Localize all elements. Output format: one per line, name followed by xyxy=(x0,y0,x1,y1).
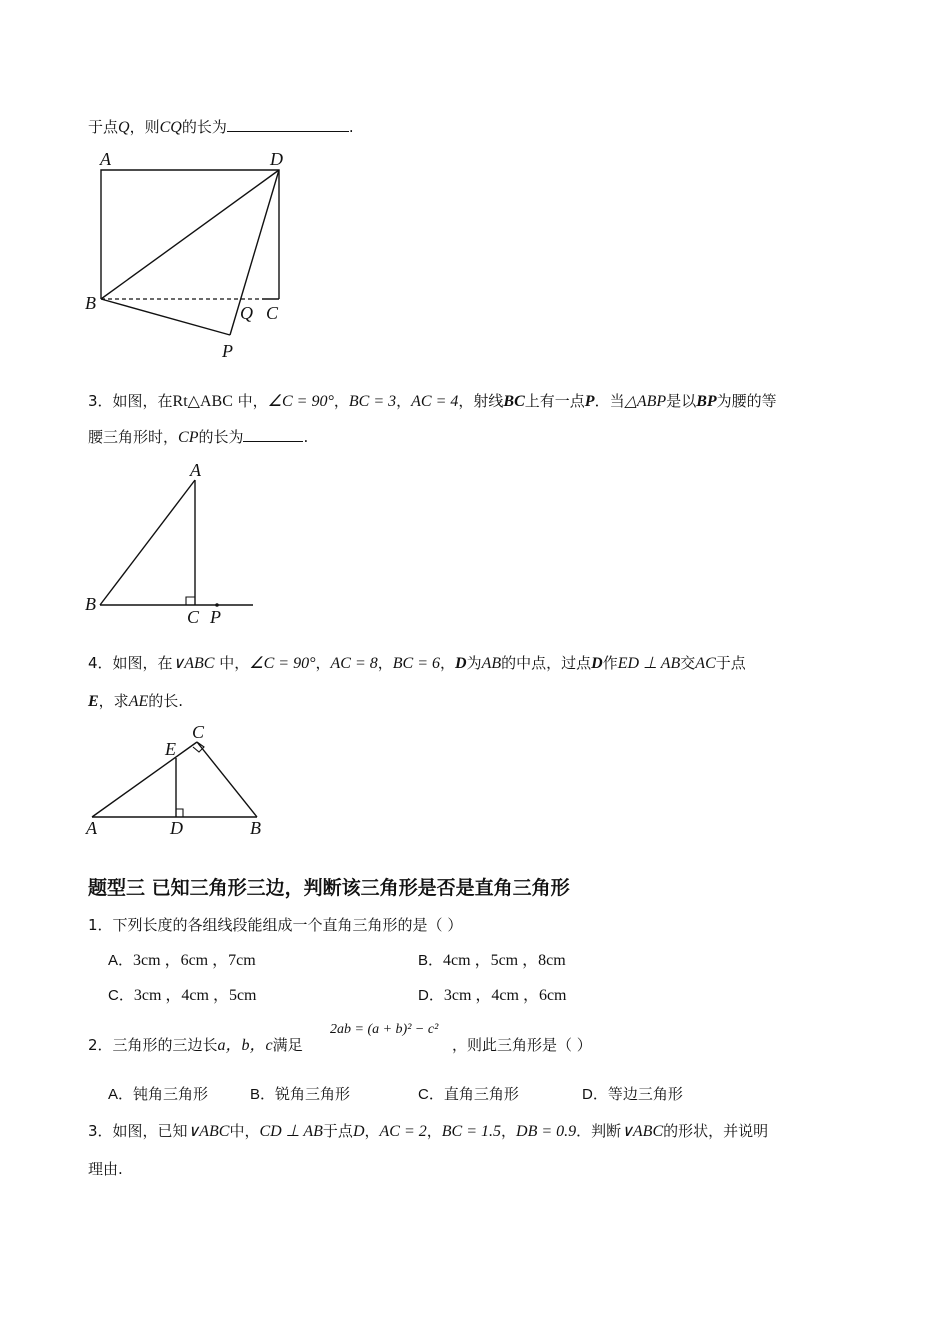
label-p: P xyxy=(210,607,221,627)
s3-line2: 理由. xyxy=(88,1160,123,1178)
label-e: E xyxy=(165,739,176,759)
figure-rectangle-fold xyxy=(80,145,300,365)
label-q: Q xyxy=(240,303,253,323)
section-heading: 题型三 已知三角形三边，判断该三角形是否是直角三角形 xyxy=(88,877,570,899)
label-b: B xyxy=(85,293,96,313)
s2-option-a[interactable]: A．钝角三角形 xyxy=(108,1085,209,1103)
q3-line1: 3．如图，在Rt△ABC 中，∠C = 90°，BC = 3，AC = 4，射线BC上有一点P．当△ABP是以BP为腰的等 xyxy=(88,392,777,410)
label-c: C xyxy=(266,303,279,323)
q4-line2: E，求AE的长. xyxy=(88,692,184,710)
figure-right-triangle-ray xyxy=(80,458,270,628)
answer-blank[interactable] xyxy=(243,427,303,442)
s3-line1: 3．如图，已知∨ABC中，CD ⊥ AB于点D，AC = 2，BC = 1.5，DB = 0.9．判断∨ABC的形状，并说明 xyxy=(88,1122,769,1140)
label-d: D xyxy=(270,149,283,169)
point-q: Q xyxy=(118,119,130,136)
label-a: A xyxy=(86,818,97,838)
q3-line2: 腰三角形时，CP的长为 . xyxy=(88,428,309,446)
s1-stem: 1．下列长度的各组线段能组成一个直角三角形的是（ ） xyxy=(88,916,463,934)
s2-formula: 2ab = (a + b)² − c² xyxy=(330,1022,439,1037)
label-d: D xyxy=(170,818,183,838)
label-b: B xyxy=(85,594,96,614)
answer-blank[interactable] xyxy=(227,117,349,132)
q4-line1: 4．如图，在∨ABC 中，∠C = 90°，AC = 8，BC = 6，D为AB的中点，过点D作ED ⊥ AB交AC于点 xyxy=(88,654,746,672)
s2-option-d[interactable]: D．等边三角形 xyxy=(582,1085,683,1103)
label-p: P xyxy=(222,341,233,361)
s1-option-d[interactable]: D．3cm ，4cm ，6cm xyxy=(418,987,567,1004)
label-b: B xyxy=(250,818,261,838)
s2-option-c[interactable]: C．直角三角形 xyxy=(418,1085,519,1103)
s2-option-b[interactable]: B．锐角三角形 xyxy=(250,1085,351,1103)
figure-triangle-perpendicular xyxy=(80,720,280,840)
label-a: A xyxy=(190,460,201,480)
segment-cq: CQ xyxy=(159,119,182,136)
s2-stem-suffix: ，则此三角形是（ ） xyxy=(452,1036,592,1054)
label-c: C xyxy=(192,722,205,742)
s1-option-a[interactable]: A．3cm ，6cm ，7cm xyxy=(108,952,256,969)
label-c: C xyxy=(187,607,200,627)
label-a: A xyxy=(100,149,111,169)
s1-option-b[interactable]: B．4cm ，5cm ，8cm xyxy=(418,952,566,969)
s2-stem: 2．三角形的三边长a，b，c满足 xyxy=(88,1036,303,1054)
s1-option-c[interactable]: C．3cm ，4cm ，5cm xyxy=(108,987,257,1004)
q2-tail-line: 于点Q，则CQ的长为 . xyxy=(88,118,354,136)
